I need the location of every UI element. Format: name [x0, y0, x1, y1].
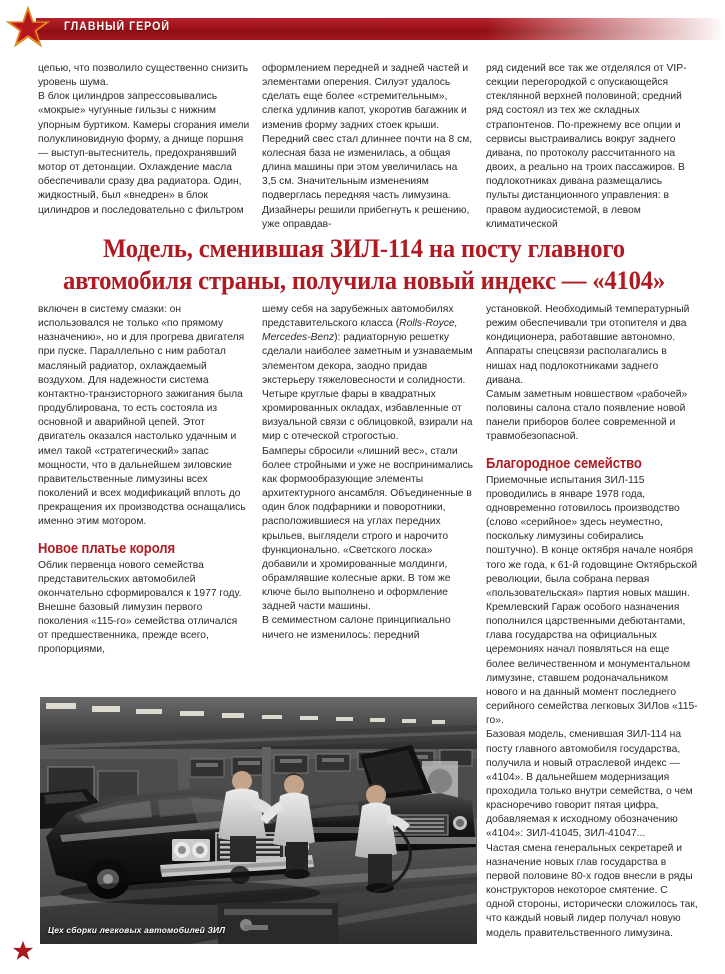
paragraph: цепью, что позволило существенно снизить уровень шума. [38, 63, 249, 89]
text-after-brands: ): радиаторную решетку сделали наиболее заметным и узнаваемым элементом декора, заодно придав экстерьеру тяжеловесности и солидности. Четыре круглые фары в квадратных хромированных окладах, избавленные от визуальной связи с облицовкой, взирали на мир с отеческой строгостью. [262, 332, 473, 443]
paragraph: В блок цилиндров запрессовывались «мокрые» чугунные гильзы с нижним упорным буртиком. Камеры сгорания имели полуклиновидную форму, а днище поршня — выступ-вытеснитель, предохранявший мотор от детонации. Охлаждение масла обеспечивали сразу два радиатора. Один, жидкостный, был «внедрен» в блок цилиндров и последовательно с фильтром [38, 91, 250, 216]
column-1-top [38, 62, 250, 218]
paragraph: В семиместном салоне принципиально ничего не изменилось: передний [262, 615, 451, 641]
column-2-top [262, 62, 474, 232]
paragraph: Самым заметным новшеством «рабочей» половины салона стало появление новой панели приборов более современной и травмобезопасной. [486, 388, 688, 443]
red-star-icon [6, 6, 50, 48]
zil-assembly-shop-photo [40, 697, 477, 944]
brand-names: Rolls-Royce, Mercedes-Benz [262, 318, 458, 344]
column-1-bottom [38, 303, 250, 658]
pull-quote-line-2: автомобиля страны, получила новый индекс — «4104» [62, 265, 666, 295]
paragraph: Частая смена генеральных секретарей и назначение новых глав государства в первой половине 80-х годов внесли в ряды конструкторов некоторое смятение. С одной стороны, исторически сложилось так, что каждый новый лидер получал новую модель правительственного лимузина. [486, 842, 698, 939]
subheading-noble-family: Благородное семейство [486, 455, 642, 472]
paragraph: оформлением передней и задней частей и элементами оперения. Силуэт удалось сделать еще более «стремительным», слегка удлинив капот, укоротив багажник и изменив форму задних стоек крыши. Передний свес стал длиннее почти на 8 см, колесная база не изменилась, а общая длина машины при этом увеличилась на 3,5 см. Значительным изменениям подверглась передняя часть лимузина. Дизайнеры решили прибегнуть к решению, уже оправдав- [262, 63, 473, 230]
photo-caption: Цех сборки легковых автомобилей ЗИЛ [48, 925, 226, 935]
text-before-brands: шему себя на зарубежных автомобилях представительского класса ( [262, 304, 454, 330]
paragraph: Внешне базовый лимузин первого поколения «115-го» семейства отличался от предшественника, прежде всего, пропорциями, [38, 601, 238, 656]
paragraph-with-brands [262, 303, 474, 445]
paragraph: Бамперы сбросили «лишний вес», стали более стройными и уже не воспринимались как формообразующие элементы архитектурного ансамбля. Объединенные в один блок подфарники и поворотники, расположившиеся на углах передних крыльев, выглядели строго и нарочито функционально. «Светского лоска» добавили и хромированные молдинги, обрамлявшие колесные арки. В том же ключе было выполнено и оформление задней части машины. [262, 445, 473, 613]
paragraph: ряд сидений все так же отделялся от VIP-секции перегородкой с опускающейся стеклянной верхней половиной; средний ряд состоял из тех же складных страпонтенов. По-прежнему все опции и сервисы выстраивались вокруг заднего дивана, по протоколу рассчитанного на двоих, а реально на троих пассажиров. В подлокотниках дивана размещались пульты дистанционного управления: в правом аудиосистемой, в левом климатической [486, 63, 687, 230]
pull-quote [53, 232, 674, 296]
pull-quote-line-1: Модель, сменившая ЗИЛ-114 на посту главного [103, 233, 625, 263]
paragraph: Базовая модель, сменившая ЗИЛ-114 на посту главного автомобиля государства, получила и новый отраслевой индекс — «4104». В дальнейшем модернизация проходила только внутри семейства, о чем красноречиво говорит пятая цифра, добавляемая к исходному обозначению «4104»: ЗИЛ-41045, ЗИЛ-41047... [486, 729, 693, 840]
column-3-top [486, 62, 698, 232]
red-star-icon-small [12, 940, 34, 961]
paragraph: включен в систему смазки: он использовался не только «по прямому назначению», но и для прогрева двигателя при пуске. Параллельно с ним работал масляный радиатор, охлаждаемый воздухом. Для надежности система контактно-транзисторного зажигания была продублирована, то есть состояла из основной и аварийной цепей. Этот двигатель оказался настолько удачным и имел такой «стратегический» запас мощности, что в дальнейшем зиловские правительственные лимузины всех поколений и всех модификаций вплоть до прекращения их производства оснащались именно этим мотором. [38, 304, 246, 528]
banner-fade [485, 18, 725, 40]
column-2-bottom [262, 303, 474, 643]
paragraph: Облик первенца нового семейства представительских автомобилей окончательно сформировался к 1977 году. [38, 559, 242, 599]
paragraph: установкой. Необходимый температурный режим обеспечивали три отопителя и два кондиционера, работавшие автономно. Аппараты спецсвязи располагались в нишах над подлокотниками заднего дивана. [486, 304, 690, 386]
paragraph: Приемочные испытания ЗИЛ-115 проводились в январе 1978 года, одновременно готовилось производство (слово «серийное» здесь неуместно, поскольку лимузины собирались поштучно). В конце октября начале ноября того же года, к 61-й годовщине Октябрьской революции, была собрана первая «пользовательская» партия новых машин. Кремлевский Гараж особого назначения пополнился царственными дебютантами, глава государства на официальных церемониях начал появляться на еще более величественном и монументальном лимузине, ставшем родоначальником нового и на данный момент последнего серийного семейства легковых ЗИЛов «115-го». [486, 474, 698, 727]
page-header [0, 0, 725, 46]
subheading-new-kings-dress: Новое платье короля [38, 540, 175, 557]
section-banner-label: ГЛАВНЫЙ ГЕРОЙ [64, 21, 170, 33]
column-3-bottom [486, 303, 698, 941]
